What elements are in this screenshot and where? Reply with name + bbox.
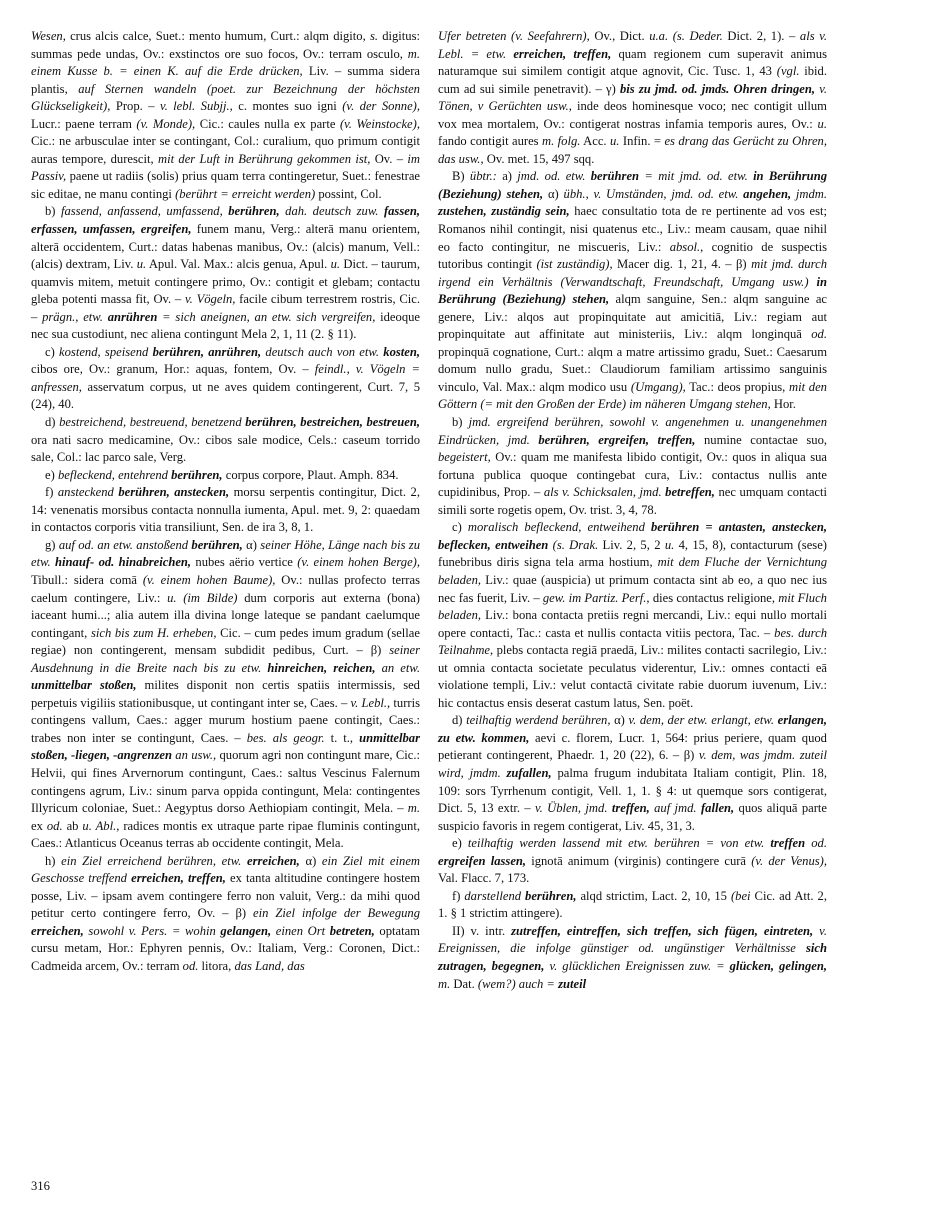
bold-italic-run: in Berührung (Beziehung) stehen,	[438, 169, 827, 201]
text-run: d)	[45, 415, 60, 430]
italic-run: od.	[46, 818, 63, 833]
italic-run: u. Abl.,	[82, 818, 120, 833]
italic-run: v. Ereignissen, die infolge günstiger od. ungünstiger Verhältnisse	[438, 923, 827, 956]
paragraph	[438, 28, 827, 168]
text-run: h)	[45, 853, 62, 868]
text-run: optatam cursu metam, Hor.: Ephyren pennis, Ov.: Italiam, Verg.: Coronen, Dict.: Cadmeida arcem, Ov.: terram	[31, 923, 420, 973]
text-run: haec consultatio tota de re pertinente ad vos est; Romanos nihil contingit, nisi quatenus etc., Liv.: meam causam, quae nihil eo facto contingitur, ne miscueris, Liv.:	[438, 204, 827, 254]
text-run: numine contactae suo,	[695, 432, 828, 447]
paragraph	[31, 414, 420, 467]
text-run: quorum agri non contingunt mare, Cic.: Helvii, qui fines Arvernorum contingunt, Caes.: saltus Vescinus Falernum contingens agrum, Liv.: sinum parva oppida contingunt, Mela: contingentes Illyricum coloniae, Suet.: Aegyptus dorso Aethiopiam contingit, Mela. –	[31, 748, 420, 816]
text-run: Liv.: quae (auspicia) ut primum contacta sint ab eo, a quo nec ius nec fas fuerit, Liv. –	[438, 572, 827, 605]
bold-italic-run: berühren, ergreifen, treffen,	[538, 432, 696, 447]
text-run: ab	[62, 818, 83, 833]
italic-run: absol.,	[669, 239, 704, 254]
text-run: quam regionem cum superavit animus naturamque sui similem contigit atque agnovit, Cic. Tusc. 1, 43	[438, 46, 827, 79]
text-run: inde deos hominesque voco; nec contigit ullum vox mea mortalem, Ov.: contigerat nostras infamia temporis aures, Ov.:	[438, 99, 827, 131]
bold-italic-run: unmittelbar stoßen, -liegen, -angrenzen	[31, 730, 420, 763]
text-run: ibid. cum ad sui simile penetravit). – γ)	[438, 64, 827, 96]
italic-run: übh., v. Umständen, jmd. od. etw.	[563, 186, 739, 201]
text-run: Prop. –	[110, 99, 160, 114]
text-run: ignotā animum (virginis) contingere curā	[526, 853, 752, 868]
text-run: Cic. – cum pedes imum gradum (sellae regiae) non contingerent, mensam subdidit pedibus, Curt. – β)	[31, 625, 420, 658]
bold-italic-run: hinauf- od. hinabreichen,	[55, 555, 192, 570]
paragraph	[438, 414, 827, 519]
paragraph	[438, 835, 827, 888]
text-run: ideoque nec sua custodiunt, nec aliena contingunt Mela 2, 1, 11 (2. § 11).	[31, 309, 420, 342]
text-run: Tibull.: sidera comā	[31, 572, 143, 587]
bold-italic-run: zutreffen, eintreffen, sich treffen, sich fügen, eintreten,	[511, 923, 814, 938]
italic-run: u. (im Bilde)	[167, 590, 238, 605]
italic-run: mit Fluch beladen,	[438, 590, 827, 623]
text-run: e)	[452, 836, 468, 851]
text-run: cibos ore, Ov.: granum, Hor.: aquas, fontem, Ov. –	[31, 362, 315, 377]
italic-run: u.	[664, 537, 675, 552]
italic-run: v. Tönen, v Gerüchten usw.,	[438, 81, 827, 114]
paragraph	[31, 203, 420, 343]
paragraph	[438, 712, 827, 835]
italic-run: im Passiv,	[31, 151, 420, 184]
italic-run: deutsch auch von etw.	[265, 344, 379, 359]
italic-run: m. folg.	[542, 134, 581, 149]
bold-italic-run: ergreifen lassen,	[438, 853, 527, 868]
paragraph	[31, 537, 420, 853]
italic-run: Ufer betreten (v. Seefahrern),	[438, 29, 590, 43]
text-run: nec umquam contacti simili sorte rogetis opem, Ov. trist. 3, 4, 78.	[438, 485, 828, 517]
page-number: 316	[31, 1179, 50, 1193]
italic-run: an usw.,	[175, 748, 217, 763]
bold-italic-run: berühren	[590, 169, 640, 184]
italic-run: bes. durch Teilnahme,	[438, 625, 828, 658]
italic-run: (v. einem hohen Baume),	[142, 572, 276, 587]
text-run: ora nati sacro medicamine, Ov.: cibos sale modice, Cels.: caseum torrido sale, Col.: lac parco sale, Verg.	[31, 432, 420, 465]
text-run: milites disponit non certis spatiis intermissis, sed perpetuis vigiliis stationibusque, ut contingant inter se, Caes. –	[31, 678, 420, 710]
bold-italic-run: fassen, erfassen, umfassen, ergreifen,	[31, 204, 420, 237]
text-run: Liv.: bona contacta pretiis regni mercandi, Liv.: equi nullo mortali opere contacti, Tac.: casta et nullis contacta vitiis pectora, Tac. –	[438, 608, 827, 640]
bold-italic-run: erreichen,	[31, 923, 84, 938]
italic-run: bes. als geogr.	[246, 730, 325, 745]
italic-run: (Umgang),	[630, 379, 686, 394]
text-run: α)	[299, 853, 322, 868]
bold-italic-run: betreten,	[329, 923, 375, 938]
italic-run: (vgl.	[776, 64, 800, 79]
text-run: f)	[45, 485, 58, 500]
text-run: dies contactus religione,	[649, 590, 779, 605]
italic-run: mit jmd. durch irgend ein Verhältnis (Verwandtschaft, Freundschaft, Umgang usw.)	[438, 257, 828, 289]
italic-run: sowohl v. Pers. = wohin	[88, 923, 216, 938]
italic-run: das Land, das	[234, 958, 305, 973]
italic-run: auf Sternen wandeln (poet. zur Bezeichnung der höchsten Glückseligkeit),	[31, 81, 420, 114]
bold-italic-run: treffen	[770, 836, 806, 851]
left-column	[31, 28, 420, 976]
italic-run: auf od. an etw. anstoßend	[58, 537, 189, 552]
italic-run: seiner Höhe, Länge nach bis zu etw.	[31, 537, 421, 570]
italic-run: (ist zuständig),	[536, 257, 613, 272]
bold-italic-run: angehen,	[743, 186, 792, 201]
bold-italic-run: berühren,	[228, 204, 280, 219]
text-run: ex	[31, 818, 47, 833]
italic-run: ein Ziel mit einem Geschosse treffend	[31, 853, 420, 886]
bold-italic-run: berühren, bestreichen, bestreuen,	[245, 415, 421, 430]
bold-italic-run: betreffen,	[665, 485, 715, 500]
text-run: Cic.: caules nulla ex parte	[195, 116, 340, 131]
bold-italic-run: berühren,	[525, 888, 577, 903]
text-run: c)	[452, 520, 468, 535]
text-run: Ov.: quam me manifesta libido contigit, Ov.: quos in aliqua sua fortuna publica quoque contingebat cura, Liv.: contactus nullis ante cupidinibus, Prop. –	[438, 450, 827, 500]
italic-run: mit dem Fluche der Vernichtung beladen,	[438, 555, 828, 587]
italic-run: v. Vögeln,	[185, 292, 236, 307]
text-run: possint, Col.	[315, 186, 382, 201]
bold-italic-run: kosten,	[383, 344, 421, 359]
italic-run: (v. der Sonne),	[342, 99, 421, 114]
bold-italic-run: unmittelbar stoßen,	[31, 678, 137, 693]
italic-run: kostend, speisend	[59, 344, 149, 359]
italic-run: u.	[136, 257, 147, 272]
text-run: Ov. –	[370, 151, 408, 166]
italic-run: auf jmd.	[654, 801, 697, 816]
italic-run: (v. einem hohen Berge),	[297, 555, 421, 570]
text-run: Hor.	[770, 397, 796, 412]
text-run: litora,	[198, 958, 235, 973]
italic-run: od.	[811, 327, 827, 342]
paragraph	[31, 344, 420, 414]
text-run: paene ut radiis (solis) prius quam terra contingeretur, Suet.: fenestrae sic editae, ne manu contingi	[31, 169, 420, 201]
italic-run: v. lebl. Subjj.,	[159, 99, 233, 114]
text-run: asservatum corpus, ut ne aves quidem contingerent, Curt. 7, 5 (24), 40.	[31, 379, 420, 412]
bold-italic-run: berühren, anstecken,	[118, 485, 230, 500]
italic-run: bestreichend, bestreuend, benetzend	[59, 415, 242, 430]
italic-run: als v. Schicksalen, jmd.	[543, 485, 662, 500]
text-run: Cic.: ne arbusculae inter se contingant, Col.: curalium, quo primum contigit auras tempore, durescit,	[31, 134, 420, 166]
bold-italic-run: anrühren	[107, 309, 158, 324]
italic-run: m. einem Kusse b. = einen K. auf die Erde drücken,	[31, 46, 420, 79]
text-run: turris contingens vallum, Caes.: agger murum hostium paene contingit, Caes.: trabes non inter se contingunt, Caes. –	[31, 695, 421, 745]
italic-run: ein Ziel infolge der Bewegung	[253, 906, 421, 921]
italic-run: moralisch befleckend, entweihend	[467, 520, 645, 535]
italic-run: (berührt = erreicht werden)	[175, 186, 316, 201]
text-run: Ov., Dict.	[589, 29, 650, 43]
italic-run: m.	[438, 976, 451, 991]
italic-run: befleckend, entehrend	[57, 467, 168, 482]
text-run: Dict. 2, 1). –	[722, 29, 800, 43]
text-run: cognitio de suspectis tutoribus contingit	[438, 239, 827, 272]
italic-run: v. dem, was jmdm. zuteil wird, jmdm.	[438, 748, 827, 780]
bold-italic-run: erreichen, treffen,	[131, 871, 226, 886]
italic-run: einen Ort	[275, 923, 326, 938]
text-run: dum corporis aut externa (bona) iaceant humi...; alia autem illa divina longe lateque se pandant caelumque contingant,	[31, 590, 420, 640]
italic-run: fassend, anfassend, umfassend,	[60, 204, 223, 219]
text-run: Infin. =	[619, 134, 665, 149]
text-run: propinquā cognatione, Curt.: alqm a matre artissimo gradu, Suet.: Caesarum domum nullo gradu, Suet.: Claudiorum familiam artissimo sanguinis vinculo, Val. Max.: alqm modico usu	[438, 344, 827, 394]
text-run: c)	[45, 344, 60, 359]
text-run: aevi c. florem, Lucr. 1, 564: prius periere, quam quod petierant contingerent, Phaedr. 1, 20 (22), 6. – β)	[438, 730, 827, 763]
text-run: B)	[452, 169, 470, 184]
text-run: t. t.,	[324, 730, 360, 745]
text-run: alqd strictim, Lact. 2, 10, 15	[576, 888, 731, 903]
italic-run: od.	[182, 958, 199, 973]
paragraph	[31, 484, 420, 537]
text-run: alqm sanguine, Sen.: alqm sanguine ac genere, Liv.: alqos aut propinquitate aut amicitiā, Liv.: regiam aut propinquitate aut affinitate aut ministeriis, Liv.: alqm longinquā	[438, 292, 827, 342]
text-run: Dat.	[450, 976, 478, 991]
text-run: Liv. – summa sidera plantis,	[31, 64, 420, 96]
italic-run: u.a. (s. Deder.	[649, 29, 723, 43]
text-run: plebs contacta regiā praedā, Liv.: milites contacti sacrilegio, Liv.: ut omnia contacta societate peculatus viderentur, Liv.: omnes contacti eā violatione templi, Liv.: velut contactā civitate rabie duorum iuvenum, Liv.: hic contactus ensis deserat castum latus, Sen. poët.	[438, 643, 827, 710]
italic-run: seiner Ausdehnung in die Breite nach bis zu etw.	[31, 643, 420, 675]
bold-italic-run: glücken, gelingen,	[729, 958, 827, 973]
italic-run: es drang das Gerücht zu Ohren, das usw.,	[438, 134, 827, 166]
bold-italic-run: berühren = antasten, anstecken, beflecken, entweihen	[438, 520, 827, 552]
text-run: corpus corpore, Plaut. Amph. 834.	[222, 467, 399, 482]
text-run: b)	[45, 204, 61, 219]
text-run: c. montes suo igni	[232, 99, 343, 114]
right-column	[438, 28, 827, 993]
text-run: Macer dig. 1, 21, 4. – β)	[612, 257, 752, 272]
italic-run: (v. der Venus),	[751, 853, 827, 868]
italic-run: jmdm.	[795, 186, 828, 201]
text-run: Lucr.: paene terram	[31, 116, 137, 131]
bold-italic-run: berühren, anrühren,	[152, 344, 262, 359]
text-run: Dict. – taurum, quamvis mitem, metuit contingere primo, Ov.: contigit et glebam; contactu gleba potenti massa fit, Ov. –	[31, 257, 420, 307]
text-run: Liv. 2, 5, 2	[598, 537, 665, 552]
bold-italic-run: dringen,	[771, 81, 816, 96]
paragraph	[31, 853, 420, 976]
italic-run: (v. Weinstocke),	[339, 116, 420, 131]
italic-run: Wesen,	[31, 29, 66, 43]
text-run: Ov.: nullas profecto terras caelum contingere, Liv.:	[31, 572, 420, 605]
text-run: α)	[610, 713, 629, 728]
italic-run: an etw.	[381, 660, 420, 675]
bold-italic-run: in Berührung (Beziehung) stehen,	[438, 274, 827, 307]
text-run: morsu serpentis contingitur, Dict. 2, 14: venenatis morsibus contacta nonnulla iumenta, Apul. met. 9, 2: quaedam in contactos corporis vitia transiliunt, Sen. de ira 3, 8, 1.	[31, 485, 420, 535]
italic-run: begeistert,	[438, 450, 491, 465]
paragraph	[438, 168, 827, 414]
bold-italic-run: zuteil	[558, 976, 587, 991]
bold-italic-run: berühren,	[191, 537, 243, 552]
text-run: funem manu, Verg.: alterā manu orientem, alterā occidentem, Curt.: datas habenas manibus, Ov.: (alcis) manum, Vell.: (alcis) dextram, Liv.	[31, 222, 420, 272]
italic-run: teilhaftig werdend berühren,	[466, 713, 611, 728]
italic-run: übtr.:	[469, 169, 497, 184]
italic-run: ein Ziel erreichend berühren, etw.	[61, 853, 242, 868]
italic-run: ansteckend	[57, 485, 114, 500]
text-run: radices montis ex utraque parte ripae fluminis contingunt, Caes.: Atlanticus Oceanus terras ab occidente contingit, Mela.	[31, 818, 421, 851]
text-run: quos aliquā parte suspicio favoris in regem contigerat, Liv. 45, 31, 3.	[438, 801, 827, 833]
italic-run: mit den Göttern (= mit den Großen der Erde) im näheren Umgang stehen,	[438, 379, 827, 412]
text-run: g)	[45, 537, 59, 552]
italic-run: v. glücklichen Ereignissen zuw. =	[549, 958, 725, 973]
paragraph	[31, 467, 420, 485]
italic-run: u.	[817, 116, 827, 131]
text-run: Cic. ad Att. 2, 1. § 1 strictim attingere).	[438, 888, 827, 921]
italic-run: (v. Monde),	[136, 116, 196, 131]
italic-run: feindl., v. Vögeln = anfressen,	[31, 362, 420, 394]
text-run: palma frugum indubitata Italiam contigit, Plin. 18, 109: sors Tyrrhenum contigit, Vell. 1, 1. § 4: ut quemque sors contigerat, Dict. 5, 13 extr. –	[438, 765, 827, 816]
text-run: f)	[452, 888, 465, 903]
italic-run: u.	[610, 134, 620, 149]
italic-run: v. Lebl.,	[350, 695, 391, 710]
bold-italic-run: berühren,	[171, 467, 223, 482]
text-run: ex tanta altitudine contingere hostem posse, Liv. – ipsam avem contingere ferro non valuit, Verg.: da mihi quod petitur certo contingere ferro, Ov. – β)	[31, 871, 420, 921]
italic-run: (s. Drak.	[552, 537, 599, 552]
paragraph	[438, 923, 827, 993]
text-run: e)	[45, 467, 58, 482]
paragraph	[438, 888, 827, 923]
text-run: d)	[452, 713, 467, 728]
italic-run: prägn., etw.	[42, 309, 103, 324]
text-run: α)	[242, 537, 261, 552]
italic-run: darstellend	[464, 888, 522, 903]
bold-italic-run: fallen,	[700, 801, 735, 816]
text-run: nubes aërio vertice	[191, 555, 298, 570]
bold-italic-run: sich zutragen, begegnen,	[438, 941, 827, 973]
italic-run: sich bis zum H. erheben,	[90, 625, 217, 640]
bold-italic-run: zufallen,	[506, 765, 552, 780]
italic-run: = mit jmd. od. etw.	[644, 169, 748, 184]
italic-run: mit der Luft in Berührung gekommen ist,	[157, 151, 371, 166]
italic-run: (bei	[730, 888, 751, 903]
italic-run: v. Üblen, jmd.	[534, 801, 608, 816]
italic-run: v. dem, der etw. erlangt, etw.	[628, 713, 775, 728]
text-run: a)	[496, 169, 518, 184]
bold-italic-run: bis zu jmd. od. jmds. Ohren	[619, 81, 768, 96]
text-run: Ov. met. 15, 497 sqq.	[483, 151, 595, 166]
bold-italic-run: erreichen,	[247, 853, 300, 868]
text-run: 4, 15, 8), contacturum (sese) funebribus diris signa tela arma hostium,	[438, 537, 827, 570]
italic-run: als v. Lebl. = etw.	[438, 29, 827, 61]
text-run: Tac.: deos propius,	[685, 379, 790, 394]
bold-italic-run: hinreichen, reichen,	[267, 660, 376, 675]
italic-run: gew. im Partiz. Perf.,	[542, 590, 650, 605]
text-run: crus alcis calce, Suet.: mento humum, Curt.: alqm digito,	[65, 29, 370, 43]
bold-italic-run: erreichen, treffen,	[513, 46, 612, 61]
text-run: b)	[452, 415, 469, 430]
italic-run: dah. deutsch zuw.	[285, 204, 379, 219]
italic-run: u.	[330, 257, 341, 272]
text-run: α)	[543, 186, 564, 201]
italic-run: jmd. ergreifend berühren, sowohl v. angenehmen u. unangenehmen Eindrücken, jmd.	[438, 415, 827, 447]
paragraph	[438, 519, 827, 712]
italic-run: teilhaftig werden lassend mit etw. berühren = von etw.	[467, 836, 765, 851]
bold-italic-run: treffen,	[611, 801, 650, 816]
italic-run: od.	[811, 836, 827, 851]
bold-italic-run: zustehen, zuständig sein,	[438, 204, 570, 219]
bold-italic-run: gelangen,	[220, 923, 272, 938]
text-run	[796, 941, 806, 955]
paragraph	[31, 28, 420, 203]
italic-run: s.	[369, 29, 378, 43]
italic-run: (wem?) auch =	[477, 976, 555, 991]
text-run: facile cibum terrestrem rostris, Cic. –	[31, 292, 421, 324]
text-run: Val. Flacc. 7, 173.	[438, 871, 530, 886]
bold-italic-run: erlangen, zu etw. kommen,	[438, 713, 827, 745]
text-run: II) v. intr.	[452, 923, 512, 938]
italic-run: m.	[407, 801, 420, 816]
italic-run: jmd. od. etw.	[517, 169, 586, 184]
text-run: Apul. Val. Max.: alcis genua, Apul.	[146, 257, 331, 272]
text-run: fando contigit aures	[438, 134, 542, 149]
text-run: digitus: summas pede undas, Ov.: exstinctos ore suo focos, Ov.: terram osculo,	[31, 29, 420, 61]
text-run: Acc.	[580, 134, 610, 149]
italic-run: = sich aneignen, an etw. sich vergreifen,	[162, 309, 376, 324]
